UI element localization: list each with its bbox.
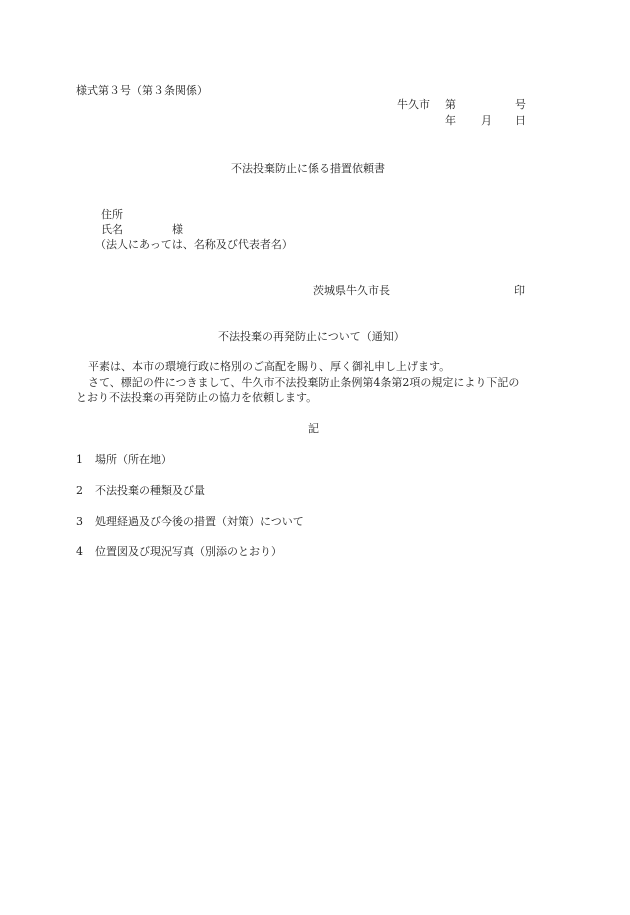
header-day: 日 <box>515 114 526 127</box>
list-item-number: 2 <box>76 484 83 497</box>
header-month: 月 <box>481 114 492 127</box>
ki-heading: 記 <box>308 422 319 435</box>
recipient-honorific: 様 <box>172 223 183 236</box>
list-item-text: 場所（所在地） <box>95 453 172 466</box>
header-go: 号 <box>515 98 526 111</box>
list-item-number: 3 <box>76 515 83 528</box>
header-dai: 第 <box>445 98 456 111</box>
subject: 不法投棄の再発防止について（通知） <box>218 330 405 343</box>
recipient-name-label: 氏名 <box>101 223 123 236</box>
list-item-text: 不法投棄の種類及び量 <box>95 484 205 497</box>
header-city: 牛久市 <box>397 98 430 111</box>
list-item-number: 4 <box>76 545 83 558</box>
sender-name: 茨城県牛久市長 <box>313 284 390 297</box>
document-title: 不法投棄防止に係る措置依頼書 <box>231 162 385 175</box>
list-item-number: 1 <box>76 453 83 466</box>
body-line-2: さて、標記の件につきまして、牛久市不法投棄防止条例第4条第2項の規定により下記の <box>88 376 520 389</box>
list-item-text: 処理経過及び今後の措置（対策）について <box>95 515 304 528</box>
seal-mark: 印 <box>514 284 525 297</box>
body-line-3: とおり不法投棄の再発防止の協力を依頼します。 <box>76 391 318 404</box>
body-line-1: 平素は、本市の環境行政に格別のご高配を賜り、厚く御礼申し上げます。 <box>88 360 451 373</box>
header-year: 年 <box>445 114 456 127</box>
recipient-address-label: 住所 <box>101 208 123 221</box>
list-item-text: 位置図及び現況写真（別添のとおり） <box>95 545 282 558</box>
form-label: 様式第３号（第３条関係） <box>76 84 208 97</box>
recipient-note: （法人にあっては、名称及び代表者名） <box>95 238 293 251</box>
